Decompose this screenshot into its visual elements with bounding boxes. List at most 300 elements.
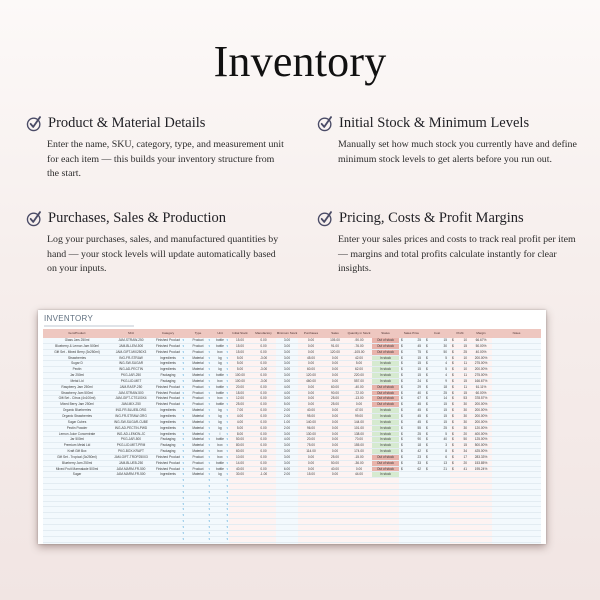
cell-manu[interactable]: 0.00 (251, 344, 276, 349)
cell-price[interactable]: $ 33 (399, 461, 424, 466)
empty-cell[interactable] (111, 502, 151, 507)
empty-cell[interactable] (185, 513, 211, 518)
cell-category[interactable]: Finished Product ▾ (151, 391, 185, 396)
cell-price[interactable]: $ 25 (399, 432, 424, 437)
cell-initial[interactable]: 12.00 (229, 396, 251, 401)
cell-cost[interactable]: $ 5 (424, 432, 450, 437)
empty-cell[interactable] (424, 502, 450, 507)
cell-cost[interactable]: $ 30 (424, 344, 450, 349)
empty-cell[interactable] (251, 519, 276, 524)
cell-cost[interactable]: $ 50 (424, 350, 450, 355)
cell-min[interactable]: 1.00 (276, 420, 298, 425)
empty-cell[interactable] (324, 490, 346, 495)
cell-cost[interactable]: $ 8 (424, 449, 450, 454)
cell-initial[interactable]: 50.00 (229, 437, 251, 442)
cell-sales[interactable]: 0.00 (324, 356, 346, 361)
cell-type[interactable]: Product ▾ (185, 344, 211, 349)
cell-manu[interactable]: -1.00 (251, 472, 276, 477)
empty-cell[interactable] (346, 525, 372, 530)
empty-cell[interactable] (324, 531, 346, 536)
cell-sales[interactable]: 0.00 (324, 367, 346, 372)
cell-notes[interactable] (492, 338, 541, 343)
empty-cell[interactable] (298, 478, 324, 483)
empty-cell[interactable] (492, 490, 541, 495)
cell-min[interactable]: 2.00 (276, 414, 298, 419)
cell-initial[interactable]: 15.00 (229, 350, 251, 355)
cell-sku[interactable]: PKG-LID-MET (111, 379, 151, 384)
empty-cell[interactable] (450, 496, 470, 501)
empty-cell[interactable] (450, 537, 470, 542)
cell-sales[interactable]: 0.00 (324, 426, 346, 431)
empty-cell[interactable] (211, 502, 229, 507)
cell-manu[interactable]: -3.00 (251, 367, 276, 372)
cell-min[interactable]: 3.00 (276, 455, 298, 460)
cell-item[interactable]: Blueberry & Lemon Jam 500ml (43, 344, 111, 349)
cell-category[interactable]: Finished Product ▾ (151, 350, 185, 355)
cell-sku[interactable]: JAM-BLLEM-500 (111, 344, 151, 349)
empty-cell[interactable] (185, 502, 211, 507)
empty-cell[interactable] (424, 537, 450, 542)
cell-category[interactable]: Finished Product ▾ (151, 402, 185, 407)
empty-cell[interactable] (276, 507, 298, 512)
cell-sku[interactable]: JAM-MARM-FR-500 (111, 472, 151, 477)
cell-notes[interactable] (492, 472, 541, 477)
cell-purchases[interactable]: 140.00 (298, 420, 324, 425)
empty-cell[interactable] (43, 513, 111, 518)
cell-item[interactable]: Raspberry Jam 250ml (43, 385, 111, 390)
cell-category[interactable]: Ingredients ▾ (151, 426, 185, 431)
cell-notes[interactable] (492, 385, 541, 390)
cell-item[interactable]: Sugar Cubes (43, 420, 111, 425)
cell-cost[interactable]: $ 21 (424, 467, 450, 472)
cell-price[interactable]: $ 24 (399, 379, 424, 384)
cell-price[interactable] (399, 472, 424, 477)
cell-manu[interactable]: 0.00 (251, 350, 276, 355)
cell-item[interactable]: Jar 250ml (43, 373, 111, 378)
cell-item[interactable]: Jar 500ml (43, 437, 111, 442)
empty-cell[interactable] (111, 490, 151, 495)
cell-purchases[interactable]: 0.00 (298, 461, 324, 466)
empty-cell[interactable] (346, 502, 372, 507)
cell-price[interactable]: $ 45 (399, 408, 424, 413)
empty-cell[interactable] (470, 525, 492, 530)
cell-sku[interactable]: JAM-STRAW-500 (111, 391, 151, 396)
cell-manu[interactable]: 0.00 (251, 426, 276, 431)
empty-cell[interactable] (43, 525, 111, 530)
empty-cell[interactable] (470, 484, 492, 489)
empty-cell[interactable] (185, 543, 211, 544)
cell-item[interactable]: Premium Metal Lid (43, 443, 111, 448)
cell-unit[interactable]: box ▾ (211, 396, 229, 401)
cell-category[interactable]: Ingredients ▾ (151, 414, 185, 419)
cell-cost[interactable]: $ 15 (424, 338, 450, 343)
cell-notes[interactable] (492, 437, 541, 442)
empty-cell[interactable] (151, 496, 185, 501)
empty-cell[interactable] (492, 484, 541, 489)
empty-cell[interactable] (276, 531, 298, 536)
cell-price[interactable]: $ 23 (399, 455, 424, 460)
cell-category[interactable]: Packaging ▾ (151, 373, 185, 378)
empty-cell[interactable] (424, 484, 450, 489)
empty-cell[interactable] (372, 490, 399, 495)
empty-cell[interactable] (185, 537, 211, 542)
cell-notes[interactable] (492, 432, 541, 437)
cell-item[interactable]: Metal Lid (43, 379, 111, 384)
cell-initial[interactable]: 5.00 (229, 361, 251, 366)
empty-cell[interactable] (372, 519, 399, 524)
cell-item[interactable]: Blueberry Jam 250ml (43, 461, 111, 466)
cell-cost[interactable]: $ 3 (424, 443, 450, 448)
cell-purchases[interactable]: 20.00 (298, 437, 324, 442)
empty-cell[interactable] (424, 496, 450, 501)
cell-unit[interactable]: kg ▾ (211, 367, 229, 372)
cell-min[interactable]: 3.00 (276, 443, 298, 448)
empty-cell[interactable] (470, 519, 492, 524)
cell-sales[interactable]: 25.00 (324, 396, 346, 401)
cell-category[interactable]: Finished Product ▾ (151, 344, 185, 349)
empty-cell[interactable] (424, 478, 450, 483)
empty-cell[interactable] (346, 537, 372, 542)
cell-notes[interactable] (492, 461, 541, 466)
cell-notes[interactable] (492, 344, 541, 349)
cell-purchases[interactable]: 120.00 (298, 373, 324, 378)
empty-cell[interactable] (276, 478, 298, 483)
empty-cell[interactable] (229, 513, 251, 518)
cell-category[interactable]: Ingredients ▾ (151, 432, 185, 437)
cell-min[interactable]: 3.00 (276, 350, 298, 355)
cell-sales[interactable]: 0.00 (324, 432, 346, 437)
cell-purchases[interactable]: 0.00 (298, 455, 324, 460)
empty-cell[interactable] (399, 525, 424, 530)
empty-cell[interactable] (251, 531, 276, 536)
empty-cell[interactable] (450, 513, 470, 518)
cell-min[interactable]: 5.00 (276, 402, 298, 407)
cell-unit[interactable]: box ▾ (211, 379, 229, 384)
cell-sales[interactable]: 0.00 (324, 420, 346, 425)
cell-notes[interactable] (492, 361, 541, 366)
cell-purchases[interactable]: 60.00 (298, 367, 324, 372)
cell-sku[interactable]: JAM-GIFT-CTS100X4 (111, 396, 151, 401)
empty-cell[interactable] (470, 507, 492, 512)
empty-cell[interactable] (211, 496, 229, 501)
cell-sales[interactable]: 90.00 (324, 391, 346, 396)
empty-cell[interactable] (43, 496, 111, 501)
cell-initial[interactable]: 15.00 (229, 338, 251, 343)
empty-cell[interactable] (346, 543, 372, 544)
empty-cell[interactable] (492, 531, 541, 536)
empty-cell[interactable] (211, 478, 229, 483)
cell-category[interactable]: Ingredients ▾ (151, 367, 185, 372)
cell-min[interactable]: 3.00 (276, 461, 298, 466)
cell-min[interactable]: 3.00 (276, 379, 298, 384)
cell-price[interactable]: $ 42 (399, 449, 424, 454)
empty-cell[interactable] (492, 537, 541, 542)
cell-item[interactable]: Gift Set - Mixed Berry (3x250ml) (43, 350, 111, 355)
cell-type[interactable]: Material ▾ (185, 432, 211, 437)
empty-cell[interactable] (492, 525, 541, 530)
empty-cell[interactable] (251, 525, 276, 530)
empty-cell[interactable] (111, 531, 151, 536)
cell-sales[interactable]: 25.00 (324, 402, 346, 407)
empty-cell[interactable] (324, 543, 346, 544)
cell-type[interactable]: Material ▾ (185, 449, 211, 454)
cell-unit[interactable]: box ▾ (211, 350, 229, 355)
cell-sales[interactable]: 60.00 (324, 385, 346, 390)
cell-sales[interactable]: 0.00 (324, 443, 346, 448)
empty-cell[interactable] (424, 490, 450, 495)
cell-notes[interactable] (492, 443, 541, 448)
cell-min[interactable]: 3.00 (276, 396, 298, 401)
empty-cell[interactable] (298, 490, 324, 495)
cell-cost[interactable] (424, 472, 450, 477)
empty-cell[interactable] (298, 496, 324, 501)
empty-cell[interactable] (43, 507, 111, 512)
empty-cell[interactable] (151, 519, 185, 524)
empty-cell[interactable] (185, 525, 211, 530)
cell-category[interactable]: Finished Product ▾ (151, 396, 185, 401)
cell-cost[interactable]: $ 18 (424, 385, 450, 390)
empty-cell[interactable] (276, 502, 298, 507)
cell-type[interactable]: Material ▾ (185, 443, 211, 448)
empty-cell[interactable] (185, 496, 211, 501)
cell-unit[interactable]: bottle ▾ (211, 344, 229, 349)
cell-cost[interactable]: $ 15 (424, 408, 450, 413)
empty-cell[interactable] (229, 502, 251, 507)
cell-unit[interactable]: bottle ▾ (211, 402, 229, 407)
empty-cell[interactable] (251, 484, 276, 489)
cell-manu[interactable]: 0.00 (251, 338, 276, 343)
cell-sales[interactable]: 25.00 (324, 455, 346, 460)
cell-price[interactable]: $ 90 (399, 437, 424, 442)
cell-sku[interactable]: PKG-BOX-KRAFT (111, 449, 151, 454)
empty-cell[interactable] (346, 484, 372, 489)
cell-item[interactable]: Lemon Juice Concentrate (43, 432, 111, 437)
cell-unit[interactable]: box ▾ (211, 449, 229, 454)
cell-category[interactable]: Packaging ▾ (151, 379, 185, 384)
empty-cell[interactable] (399, 478, 424, 483)
cell-min[interactable]: 2.00 (276, 408, 298, 413)
cell-initial[interactable]: 100.00 (229, 379, 251, 384)
cell-min[interactable]: 2.00 (276, 472, 298, 477)
cell-purchases[interactable]: 45.00 (298, 356, 324, 361)
empty-cell[interactable] (185, 507, 211, 512)
empty-cell[interactable] (492, 478, 541, 483)
cell-initial[interactable]: 80.00 (229, 443, 251, 448)
empty-cell[interactable] (346, 513, 372, 518)
cell-price[interactable]: $ 40 (399, 391, 424, 396)
empty-cell[interactable] (151, 490, 185, 495)
empty-cell[interactable] (399, 507, 424, 512)
cell-notes[interactable] (492, 408, 541, 413)
cell-unit[interactable]: bottle ▾ (211, 467, 229, 472)
cell-sku[interactable]: ING-FR-STRAW (111, 356, 151, 361)
cell-sales[interactable]: 0.00 (324, 361, 346, 366)
empty-cell[interactable] (43, 537, 111, 542)
empty-cell[interactable] (470, 537, 492, 542)
empty-cell[interactable] (151, 543, 185, 544)
empty-cell[interactable] (276, 484, 298, 489)
empty-cell[interactable] (450, 525, 470, 530)
empty-cell[interactable] (399, 543, 424, 544)
cell-unit[interactable]: l ▾ (211, 432, 229, 437)
cell-type[interactable]: Product ▾ (185, 385, 211, 390)
empty-cell[interactable] (492, 507, 541, 512)
cell-unit[interactable]: kg ▾ (211, 472, 229, 477)
empty-cell[interactable] (399, 513, 424, 518)
cell-price[interactable]: $ 45 (399, 344, 424, 349)
empty-cell[interactable] (424, 543, 450, 544)
empty-cell[interactable] (229, 543, 251, 544)
cell-type[interactable]: Product ▾ (185, 391, 211, 396)
empty-cell[interactable] (276, 519, 298, 524)
cell-cost[interactable]: $ 13 (424, 461, 450, 466)
empty-cell[interactable] (346, 519, 372, 524)
cell-type[interactable]: Material ▾ (185, 367, 211, 372)
empty-cell[interactable] (298, 531, 324, 536)
cell-item[interactable]: Mixed Fruit Marmalade 500ml (43, 467, 111, 472)
empty-cell[interactable] (399, 531, 424, 536)
cell-category[interactable]: Ingredients ▾ (151, 356, 185, 361)
empty-cell[interactable] (151, 537, 185, 542)
cell-type[interactable]: Product ▾ (185, 455, 211, 460)
empty-cell[interactable] (151, 513, 185, 518)
cell-unit[interactable]: box ▾ (211, 443, 229, 448)
cell-purchases[interactable]: 40.00 (298, 408, 324, 413)
cell-sales[interactable]: 0.00 (324, 373, 346, 378)
empty-cell[interactable] (324, 513, 346, 518)
cell-type[interactable]: Material ▾ (185, 356, 211, 361)
cell-item[interactable]: Glass Jars 250ml (43, 338, 111, 343)
cell-category[interactable]: Packaging ▾ (151, 437, 185, 442)
cell-unit[interactable]: bottle ▾ (211, 338, 229, 343)
cell-type[interactable]: Material ▾ (185, 361, 211, 366)
empty-cell[interactable] (450, 543, 470, 544)
empty-cell[interactable] (298, 519, 324, 524)
empty-cell[interactable] (470, 543, 492, 544)
empty-cell[interactable] (251, 537, 276, 542)
cell-purchases[interactable]: 75.00 (298, 443, 324, 448)
cell-notes[interactable] (492, 379, 541, 384)
empty-cell[interactable] (324, 525, 346, 530)
empty-cell[interactable] (372, 507, 399, 512)
cell-type[interactable]: Material ▾ (185, 437, 211, 442)
cell-category[interactable]: Ingredients ▾ (151, 408, 185, 413)
empty-cell[interactable] (372, 513, 399, 518)
cell-initial[interactable]: 7.00 (229, 408, 251, 413)
cell-purchases[interactable]: 96.00 (298, 426, 324, 431)
cell-initial[interactable]: 60.00 (229, 449, 251, 454)
cell-notes[interactable] (492, 373, 541, 378)
cell-sales[interactable]: 91.00 (324, 344, 346, 349)
cell-category[interactable]: Ingredients ▾ (151, 420, 185, 425)
empty-cell[interactable] (111, 525, 151, 530)
empty-cell[interactable] (43, 478, 111, 483)
cell-price[interactable]: $ 45 (399, 414, 424, 419)
cell-initial[interactable]: 100.00 (229, 373, 251, 378)
cell-unit[interactable]: box ▾ (211, 455, 229, 460)
cell-price[interactable]: $ 15 (399, 361, 424, 366)
cell-price[interactable]: $ 15 (399, 367, 424, 372)
empty-cell[interactable] (151, 507, 185, 512)
empty-cell[interactable] (492, 543, 541, 544)
cell-notes[interactable] (492, 356, 541, 361)
empty-cell[interactable] (346, 496, 372, 501)
cell-sales[interactable]: 40.00 (324, 467, 346, 472)
empty-cell[interactable] (185, 531, 211, 536)
cell-notes[interactable] (492, 367, 541, 372)
cell-item[interactable]: Pectin (43, 367, 111, 372)
empty-cell[interactable] (346, 507, 372, 512)
cell-min[interactable]: 4.00 (276, 391, 298, 396)
cell-purchases[interactable]: 95.00 (298, 414, 324, 419)
cell-manu[interactable]: 0.00 (251, 361, 276, 366)
cell-manu[interactable]: 0.00 (251, 432, 276, 437)
empty-cell[interactable] (492, 519, 541, 524)
cell-price[interactable]: $ 75 (399, 350, 424, 355)
cell-notes[interactable] (492, 391, 541, 396)
cell-category[interactable]: Finished Product ▾ (151, 467, 185, 472)
cell-price[interactable]: $ 45 (399, 402, 424, 407)
empty-cell[interactable] (111, 484, 151, 489)
cell-unit[interactable]: kg ▾ (211, 361, 229, 366)
cell-manu[interactable]: 0.00 (251, 420, 276, 425)
cell-unit[interactable]: bottle ▾ (211, 373, 229, 378)
cell-sales[interactable]: 0.00 (324, 414, 346, 419)
empty-cell[interactable] (43, 490, 111, 495)
cell-cost[interactable]: $ 15 (424, 420, 450, 425)
empty-cell[interactable] (185, 490, 211, 495)
cell-manu[interactable]: 0.00 (251, 408, 276, 413)
cell-item[interactable]: Organic Strawberries (43, 414, 111, 419)
empty-cell[interactable] (185, 519, 211, 524)
cell-item[interactable]: Organic Blueberries (43, 408, 111, 413)
empty-cell[interactable] (229, 490, 251, 495)
cell-sku[interactable]: JAM-MIX-250 (111, 402, 151, 407)
cell-sku[interactable]: JAM-BLUEB-250 (111, 461, 151, 466)
cell-unit[interactable]: kg ▾ (211, 426, 229, 431)
empty-cell[interactable] (151, 484, 185, 489)
cell-purchases[interactable]: 130.00 (298, 432, 324, 437)
empty-cell[interactable] (211, 519, 229, 524)
empty-cell[interactable] (492, 502, 541, 507)
empty-cell[interactable] (399, 519, 424, 524)
cell-manu[interactable]: 0.00 (251, 449, 276, 454)
cell-initial[interactable]: 30.00 (229, 472, 251, 477)
cell-purchases[interactable]: 0.00 (298, 361, 324, 366)
empty-cell[interactable] (229, 507, 251, 512)
empty-cell[interactable] (251, 507, 276, 512)
cell-purchases[interactable]: 0.00 (298, 338, 324, 343)
empty-cell[interactable] (450, 502, 470, 507)
cell-category[interactable]: Packaging ▾ (151, 443, 185, 448)
cell-purchases[interactable]: 0.00 (298, 350, 324, 355)
cell-category[interactable]: Finished Product ▾ (151, 461, 185, 466)
empty-cell[interactable] (151, 502, 185, 507)
empty-cell[interactable] (211, 513, 229, 518)
cell-price[interactable]: $ 15 (399, 356, 424, 361)
empty-cell[interactable] (43, 519, 111, 524)
cell-manu[interactable]: 0.00 (251, 461, 276, 466)
cell-sku[interactable]: ING-AD-LEMON-JC (111, 432, 151, 437)
empty-cell[interactable] (346, 490, 372, 495)
empty-cell[interactable] (211, 484, 229, 489)
empty-cell[interactable] (470, 478, 492, 483)
empty-cell[interactable] (450, 490, 470, 495)
empty-cell[interactable] (151, 525, 185, 530)
cell-initial[interactable]: 4.00 (229, 420, 251, 425)
empty-cell[interactable] (324, 484, 346, 489)
cell-category[interactable]: Finished Product ▾ (151, 338, 185, 343)
